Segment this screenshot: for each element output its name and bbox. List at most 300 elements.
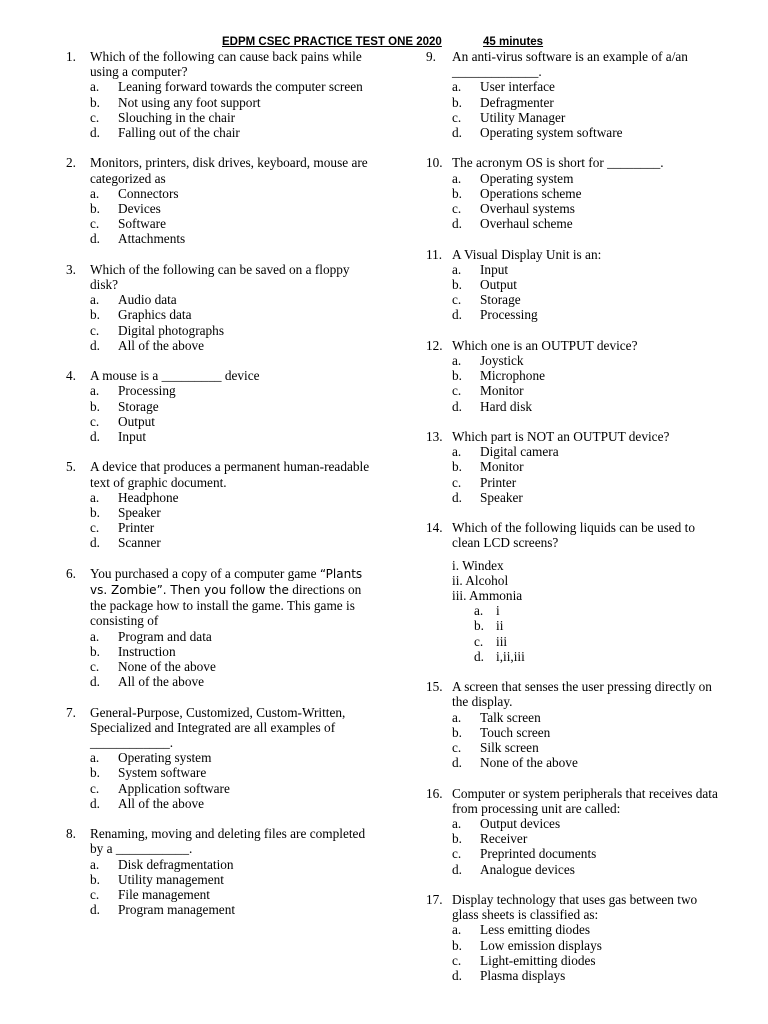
option-item — [426, 277, 726, 292]
option-letter: c. — [452, 846, 462, 862]
option-item — [66, 535, 376, 550]
option-item — [426, 755, 726, 770]
option-text: System software — [118, 765, 207, 781]
option-letter: b. — [452, 277, 462, 293]
option-text: Joystick — [480, 353, 524, 369]
option-letter: c. — [452, 109, 462, 125]
option-text: Instruction — [118, 643, 176, 659]
question-stem — [426, 247, 726, 262]
option-letter: a. — [452, 444, 462, 460]
option-item — [426, 618, 726, 633]
option-letter: d. — [452, 307, 462, 323]
option-letter: c. — [474, 633, 484, 649]
option-text: Printer — [118, 520, 155, 536]
question-text: General-Purpose, Customized, Custom-Written, Specialized and Integrated are all examples of ____________. — [90, 704, 346, 751]
option-text: None of the above — [480, 755, 578, 771]
option-text: Connectors — [118, 185, 179, 201]
option-text: Preprinted documents — [480, 846, 597, 862]
option-item — [426, 922, 726, 937]
option-text: Processing — [118, 383, 176, 399]
question-text — [90, 566, 376, 629]
option-item — [426, 862, 726, 877]
option-text: ii — [496, 618, 504, 634]
option-letter: d. — [90, 795, 100, 811]
question-text: The acronym OS is short for ________. — [452, 155, 664, 171]
option-item — [66, 186, 376, 201]
question-stem — [66, 566, 376, 629]
question-number: 13. — [426, 429, 443, 445]
roman-item: iii. Ammonia — [452, 588, 523, 604]
option-item — [66, 95, 376, 110]
option-text: iii — [496, 633, 508, 649]
question — [66, 262, 376, 353]
option-text: Monitor — [480, 383, 524, 399]
option-item — [426, 95, 726, 110]
option-item — [426, 710, 726, 725]
option-item — [66, 505, 376, 520]
question-number: 14. — [426, 520, 443, 536]
roman-item: ii. Alcohol — [452, 572, 509, 588]
option-item — [66, 383, 376, 398]
option-letter: c. — [452, 952, 462, 968]
option-letter: d. — [90, 535, 100, 551]
option-letter: b. — [452, 831, 462, 847]
option-letter: a. — [452, 353, 462, 369]
question-text: A device that produces a permanent human-readable text of graphic document. — [90, 459, 370, 490]
option-item — [426, 831, 726, 846]
option-text: All of the above — [118, 337, 205, 353]
game-title-text: “Plants vs. Zombie”. Then you follow the — [90, 566, 363, 598]
option-item — [426, 125, 726, 140]
option-item — [66, 125, 376, 140]
question-text: Which one is an OUTPUT device? — [452, 337, 638, 353]
option-letter: b. — [90, 307, 100, 323]
option-text: Storage — [480, 292, 521, 308]
option-letter: d. — [90, 429, 100, 445]
question-stem — [426, 49, 726, 79]
option-text: Digital camera — [480, 444, 559, 460]
options-list — [66, 750, 376, 811]
question — [426, 520, 726, 664]
option-text: Utility management — [118, 871, 224, 887]
option-item — [66, 399, 376, 414]
option-letter: c. — [90, 659, 100, 675]
option-letter: d. — [452, 968, 462, 984]
option-item — [66, 201, 376, 216]
option-text: None of the above — [118, 659, 216, 675]
option-text: Monitor — [480, 459, 524, 475]
option-letter: a. — [452, 79, 462, 95]
options-list — [426, 922, 726, 983]
question — [426, 679, 726, 770]
option-letter: a. — [452, 261, 462, 277]
option-letter: b. — [90, 765, 100, 781]
option-text: Overhaul systems — [480, 201, 575, 217]
option-letter: c. — [452, 740, 462, 756]
question — [66, 566, 376, 690]
option-letter: d. — [90, 902, 100, 918]
option-letter: c. — [90, 780, 100, 796]
option-item — [426, 262, 726, 277]
option-item — [426, 475, 726, 490]
question-text-end: directions on the package how to install the game. This game is consisting of — [90, 582, 362, 629]
options-list — [66, 186, 376, 247]
question-text: Which part is NOT an OUTPUT device? — [452, 429, 670, 445]
option-text: Operations scheme — [480, 185, 582, 201]
question-stem — [66, 368, 376, 383]
option-letter: a. — [90, 383, 100, 399]
option-letter: b. — [452, 185, 462, 201]
option-letter: a. — [452, 170, 462, 186]
option-item — [66, 872, 376, 887]
option-item — [66, 110, 376, 125]
question — [426, 49, 726, 140]
option-letter: c. — [452, 474, 462, 490]
option-text: Storage — [118, 398, 159, 414]
option-text: Talk screen — [480, 709, 541, 725]
option-text: Operating system — [480, 170, 574, 186]
option-item — [66, 338, 376, 353]
question-text: Which of the following liquids can be used to clean LCD screens? — [452, 520, 695, 551]
option-item — [426, 171, 726, 186]
option-text: Printer — [480, 474, 517, 490]
question-stem — [66, 705, 376, 751]
option-item — [66, 79, 376, 94]
option-letter: a. — [90, 79, 100, 95]
option-text: Scanner — [118, 535, 161, 551]
option-item — [426, 634, 726, 649]
question-stem — [426, 338, 726, 353]
option-letter: a. — [452, 922, 462, 938]
option-letter: a. — [90, 489, 100, 505]
option-letter: b. — [452, 937, 462, 953]
option-letter: a. — [452, 709, 462, 725]
option-item — [66, 781, 376, 796]
option-item — [66, 674, 376, 689]
option-letter: c. — [452, 201, 462, 217]
option-letter: c. — [452, 383, 462, 399]
left-column — [66, 49, 376, 933]
option-letter: d. — [90, 674, 100, 690]
option-item — [426, 383, 726, 398]
option-item — [426, 444, 726, 459]
question-number: 3. — [66, 261, 76, 277]
question-stem — [66, 49, 376, 79]
question — [66, 705, 376, 811]
option-text: Program and data — [118, 628, 212, 644]
question — [66, 155, 376, 246]
test-title: EDPM CSEC PRACTICE TEST ONE 2020 — [222, 36, 442, 48]
options-list — [66, 79, 376, 140]
option-item — [426, 725, 726, 740]
option-letter: d. — [452, 125, 462, 141]
options-list — [426, 171, 726, 232]
question-text: An anti-virus software is an example of a/an _____________. — [452, 49, 688, 80]
options-list — [66, 490, 376, 551]
question — [426, 429, 726, 505]
question-text: A mouse is a _________ device — [90, 368, 260, 384]
option-letter: b. — [452, 368, 462, 384]
question-text: A Visual Display Unit is an: — [452, 246, 602, 262]
option-letter: b. — [90, 398, 100, 414]
option-item — [66, 292, 376, 307]
question-number: 5. — [66, 459, 76, 475]
option-item — [426, 459, 726, 474]
test-duration: 45 minutes — [483, 36, 544, 48]
question — [66, 459, 376, 550]
roman-item: i. Windex — [452, 557, 504, 573]
option-item — [426, 816, 726, 831]
option-item — [66, 307, 376, 322]
option-item — [426, 740, 726, 755]
option-text: Speaker — [118, 505, 161, 521]
option-text: Silk screen — [480, 740, 539, 756]
option-letter: c. — [90, 216, 100, 232]
question-text: Monitors, printers, disk drives, keyboard, mouse are categorized as — [90, 155, 368, 186]
option-text: Light-emitting diodes — [480, 952, 596, 968]
option-text: Falling out of the chair — [118, 125, 240, 141]
options-list — [66, 292, 376, 353]
option-item — [426, 368, 726, 383]
option-item — [66, 629, 376, 644]
question-text: A screen that senses the user pressing directly on the display. — [452, 679, 712, 710]
question-stem — [66, 262, 376, 292]
option-item — [426, 846, 726, 861]
option-text: Digital photographs — [118, 322, 224, 338]
option-text: Graphics data — [118, 307, 192, 323]
option-letter: b. — [90, 505, 100, 521]
option-letter: b. — [474, 618, 484, 634]
question — [66, 49, 376, 140]
question — [66, 368, 376, 444]
option-letter: a. — [90, 856, 100, 872]
question-number: 4. — [66, 368, 76, 384]
option-letter: a. — [452, 816, 462, 832]
option-text: Software — [118, 216, 166, 232]
question-stem — [66, 459, 376, 489]
option-text: Analogue devices — [480, 861, 575, 877]
option-letter: d. — [452, 216, 462, 232]
option-letter: a. — [90, 750, 100, 766]
option-letter: b. — [90, 643, 100, 659]
option-text: Disk defragmentation — [118, 856, 234, 872]
option-item — [426, 110, 726, 125]
option-text: Headphone — [118, 489, 179, 505]
question-number: 8. — [66, 826, 76, 842]
option-item — [66, 796, 376, 811]
option-item — [426, 649, 726, 664]
option-item — [426, 490, 726, 505]
question — [426, 786, 726, 877]
options-list — [426, 816, 726, 877]
option-letter: d. — [90, 125, 100, 141]
options-list — [66, 629, 376, 690]
option-item — [66, 414, 376, 429]
question-stem — [426, 429, 726, 444]
option-item — [426, 307, 726, 322]
option-item — [426, 968, 726, 983]
option-text: Speaker — [480, 489, 523, 505]
option-item — [66, 750, 376, 765]
option-text: All of the above — [118, 674, 205, 690]
right-column — [426, 49, 726, 998]
option-text: Output — [480, 277, 517, 293]
option-letter: c. — [90, 887, 100, 903]
question — [66, 826, 376, 917]
option-text: Leaning forward towards the computer screen — [118, 79, 363, 95]
question-number: 7. — [66, 704, 76, 720]
option-text: i — [496, 603, 500, 619]
option-letter: c. — [90, 413, 100, 429]
question-text: Which of the following can cause back pains while using a computer? — [90, 49, 362, 80]
question-stem — [426, 679, 726, 709]
option-letter: d. — [474, 648, 484, 664]
options-list — [426, 603, 726, 664]
question-text: Display technology that uses gas between two glass sheets is classified as: — [452, 892, 698, 923]
option-text: Audio data — [118, 292, 177, 308]
option-letter: c. — [90, 322, 100, 338]
question-number: 2. — [66, 155, 76, 171]
option-letter: b. — [452, 459, 462, 475]
option-item — [66, 765, 376, 780]
question-stem — [66, 155, 376, 185]
option-text: File management — [118, 887, 210, 903]
option-item — [426, 603, 726, 618]
options-list — [66, 383, 376, 444]
option-letter: c. — [452, 292, 462, 308]
question-number: 9. — [426, 49, 436, 64]
option-text: Hard disk — [480, 398, 533, 414]
option-text: Program management — [118, 902, 236, 918]
option-letter: b. — [90, 94, 100, 110]
option-letter: a. — [474, 603, 484, 619]
question-number: 11. — [426, 246, 443, 262]
option-text: Slouching in the chair — [118, 109, 236, 125]
option-text: Utility Manager — [480, 109, 566, 125]
option-letter: d. — [452, 398, 462, 414]
options-list — [66, 857, 376, 918]
option-text: Defragmenter — [480, 94, 554, 110]
option-letter: d. — [452, 755, 462, 771]
option-letter: b. — [90, 201, 100, 217]
option-letter: d. — [452, 861, 462, 877]
options-list — [426, 353, 726, 414]
option-text: Receiver — [480, 831, 528, 847]
option-text: Input — [118, 429, 147, 445]
option-text: Application software — [118, 780, 230, 796]
question-stem — [426, 892, 726, 922]
option-item — [426, 953, 726, 968]
option-text: Processing — [480, 307, 538, 323]
question-stem — [66, 826, 376, 856]
question-number: 1. — [66, 49, 76, 64]
question-text-start: You purchased a copy of a computer game — [90, 565, 320, 581]
question-text: Which of the following can be saved on a floppy disk? — [90, 261, 350, 293]
question — [426, 338, 726, 414]
roman-list — [426, 558, 726, 604]
option-text: Input — [480, 261, 509, 277]
option-item — [66, 644, 376, 659]
option-text: Microphone — [480, 368, 545, 384]
option-text: Touch screen — [480, 724, 551, 740]
option-text: Overhaul scheme — [480, 216, 573, 232]
question — [426, 247, 726, 323]
option-item — [66, 659, 376, 674]
option-letter: d. — [452, 489, 462, 505]
question-stem — [426, 520, 726, 550]
option-item — [66, 902, 376, 917]
question-text: Computer or system peripherals that receives data from processing unit are called: — [452, 785, 718, 816]
option-text: User interface — [480, 79, 555, 95]
option-letter: c. — [90, 109, 100, 125]
option-item — [426, 216, 726, 231]
question-stem — [426, 786, 726, 816]
option-text: Output — [118, 413, 155, 429]
option-text: Operating system — [118, 750, 212, 766]
option-letter: b. — [452, 724, 462, 740]
question-stem — [426, 155, 726, 170]
option-text: i,ii,iii — [496, 648, 525, 664]
options-list — [426, 444, 726, 505]
options-list — [426, 262, 726, 323]
option-item — [66, 887, 376, 902]
option-item — [66, 216, 376, 231]
option-item — [66, 323, 376, 338]
question-number: 10. — [426, 155, 443, 171]
option-letter: a. — [90, 185, 100, 201]
option-text: Not using any foot support — [118, 94, 261, 110]
option-letter: b. — [452, 94, 462, 110]
option-text: Devices — [118, 201, 161, 217]
question-text: Renaming, moving and deleting files are completed by a ___________. — [90, 826, 366, 857]
question-number: 15. — [426, 679, 443, 695]
question — [426, 892, 726, 983]
option-text: Output devices — [480, 816, 561, 832]
question-number: 12. — [426, 337, 443, 353]
option-text: Plasma displays — [480, 968, 566, 984]
option-item — [66, 520, 376, 535]
option-item — [426, 938, 726, 953]
option-letter: a. — [90, 628, 100, 644]
option-text: Low emission displays — [480, 937, 602, 953]
option-letter: b. — [90, 871, 100, 887]
option-item — [66, 429, 376, 444]
option-item — [426, 201, 726, 216]
option-item — [426, 399, 726, 414]
option-letter: a. — [90, 292, 100, 308]
options-list — [426, 710, 726, 771]
question-number: 16. — [426, 785, 443, 801]
option-letter: d. — [90, 337, 100, 353]
options-list — [426, 79, 726, 140]
option-item — [426, 79, 726, 94]
option-item — [66, 857, 376, 872]
option-letter: d. — [90, 231, 100, 247]
option-letter: c. — [90, 520, 100, 536]
option-text: Attachments — [118, 231, 186, 247]
option-text: All of the above — [118, 795, 205, 811]
option-text: Operating system software — [480, 125, 623, 141]
option-item — [426, 353, 726, 368]
question — [426, 155, 726, 231]
question-number: 6. — [66, 565, 76, 581]
option-item — [66, 490, 376, 505]
option-item — [426, 186, 726, 201]
option-item — [426, 292, 726, 307]
question-number: 17. — [426, 892, 443, 908]
option-text: Less emitting diodes — [480, 922, 591, 938]
option-item — [66, 231, 376, 246]
